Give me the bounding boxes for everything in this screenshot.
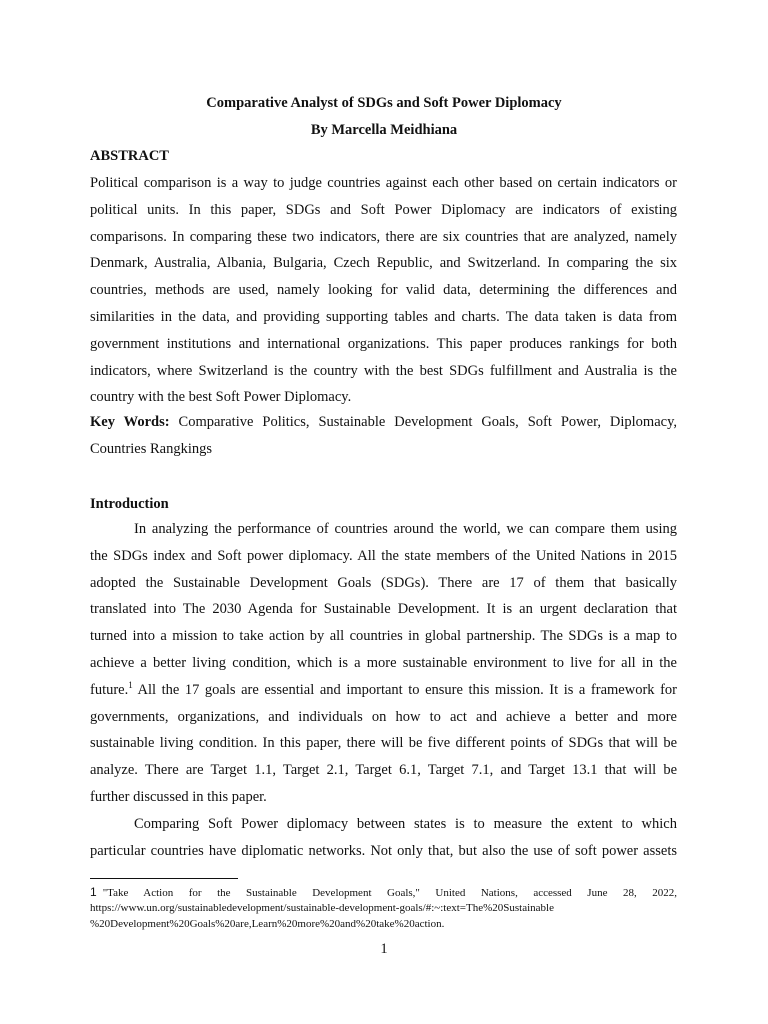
intro-line: analyze. There are Target 1.1, Target 2.1, Target 6.1, Target 7.1, and Target 13.1 that will be: [90, 762, 677, 779]
intro-text: future.: [90, 681, 129, 698]
abstract-paragraph: [90, 170, 677, 411]
paper-title: Comparative Analyst of SDGs and Soft Power Diplomacy: [206, 95, 562, 111]
footnote-reference[interactable]: 1: [128, 679, 133, 690]
introduction-paragraphs: [90, 516, 677, 864]
keywords-line: [90, 409, 677, 436]
page-number: 1: [380, 941, 388, 957]
abstract-heading: ABSTRACT: [90, 148, 169, 164]
footnote: [90, 884, 677, 932]
footnote-separator: [90, 878, 238, 879]
intro-line: translated into The 2030 Agenda for Sustainable Development. It is an urgent declaration that: [90, 601, 677, 618]
abstract-line: government institutions and international organizations. This paper produces rankings for both: [90, 335, 677, 352]
footnote-url-cont[interactable]: %20Development%20Goals%20are,Learn%20more%20and%20take%20action.: [90, 918, 445, 930]
abstract-line: similarities in the data, and providing supporting tables and charts. The data taken is data from: [90, 308, 677, 325]
intro-line-with-footnote: [90, 677, 677, 704]
intro-line: particular countries have diplomatic networks. Not only that, but also the use of soft power assets: [90, 842, 677, 859]
intro-line: Comparing Soft Power diplomacy between states is to measure the extent to which: [134, 815, 677, 832]
abstract-line: Denmark, Australia, Albania, Bulgaria, Czech Republic, and Switzerland. In comparing the six: [90, 255, 677, 272]
abstract-line: Political comparison is a way to judge countries against each other based on certain indicators or: [90, 175, 677, 191]
keywords-line-2: Countries Rangkings: [90, 440, 213, 457]
intro-line: turned into a mission to take action by all countries in global partnership. The SDGs is a map to: [90, 628, 677, 645]
intro-line: further discussed in this paper.: [90, 788, 267, 805]
abstract-line: country with the best Soft Power Diplomacy.: [90, 389, 352, 406]
intro-line: achieve a better living condition, which is a more sustainable environment to live for all in the: [90, 654, 677, 671]
keywords-text: Comparative Politics, Sustainable Development Goals, Soft Power, Diplomacy,: [178, 414, 678, 430]
footnote-text: "Take Action for the Sustainable Development Goals," United Nations, accessed June 28, 2022,: [102, 887, 677, 899]
footnote-url[interactable]: https://www.un.org/sustainabledevelopment/sustainable-development-goals/#:~:text=The%20Sustainable: [90, 902, 554, 914]
intro-line: the SDGs index and Soft power diplomacy. All the state members of the United Nations in 2015: [90, 547, 677, 564]
intro-text: All the 17 goals are essential and important to ensure this mission. It is a framework for: [132, 681, 677, 698]
paper-author: By Marcella Meidhiana: [310, 122, 458, 138]
intro-line: adopted the Sustainable Development Goals (SDGs). There are 17 of them that basically: [90, 574, 677, 591]
intro-line: In analyzing the performance of countries around the world, we can compare them using: [134, 521, 677, 537]
abstract-line: political units. In this paper, SDGs and Soft Power Diplomacy are indicators of existing: [90, 201, 677, 218]
intro-line: governments, organizations, and individuals on how to act and achieve a better and more: [90, 708, 677, 725]
abstract-line: comparisons. In comparing these two indicators, there are six countries that are analyzed, namely: [90, 228, 677, 245]
abstract-line: indicators, where Switzerland is the country with the best SDGs fulfillment and Australia is the: [90, 362, 677, 379]
introduction-heading: Introduction: [90, 496, 169, 512]
footnote-number: 1: [90, 885, 97, 899]
footnote-line: [90, 884, 677, 900]
keywords-paragraph: [90, 409, 677, 463]
intro-line: sustainable living condition. In this paper, there will be five different points of SDGs that will be: [90, 735, 677, 752]
keywords-label: Key Words:: [90, 414, 170, 430]
abstract-line: countries, methods are used, namely looking for valid data, determining the differences and: [90, 282, 677, 299]
